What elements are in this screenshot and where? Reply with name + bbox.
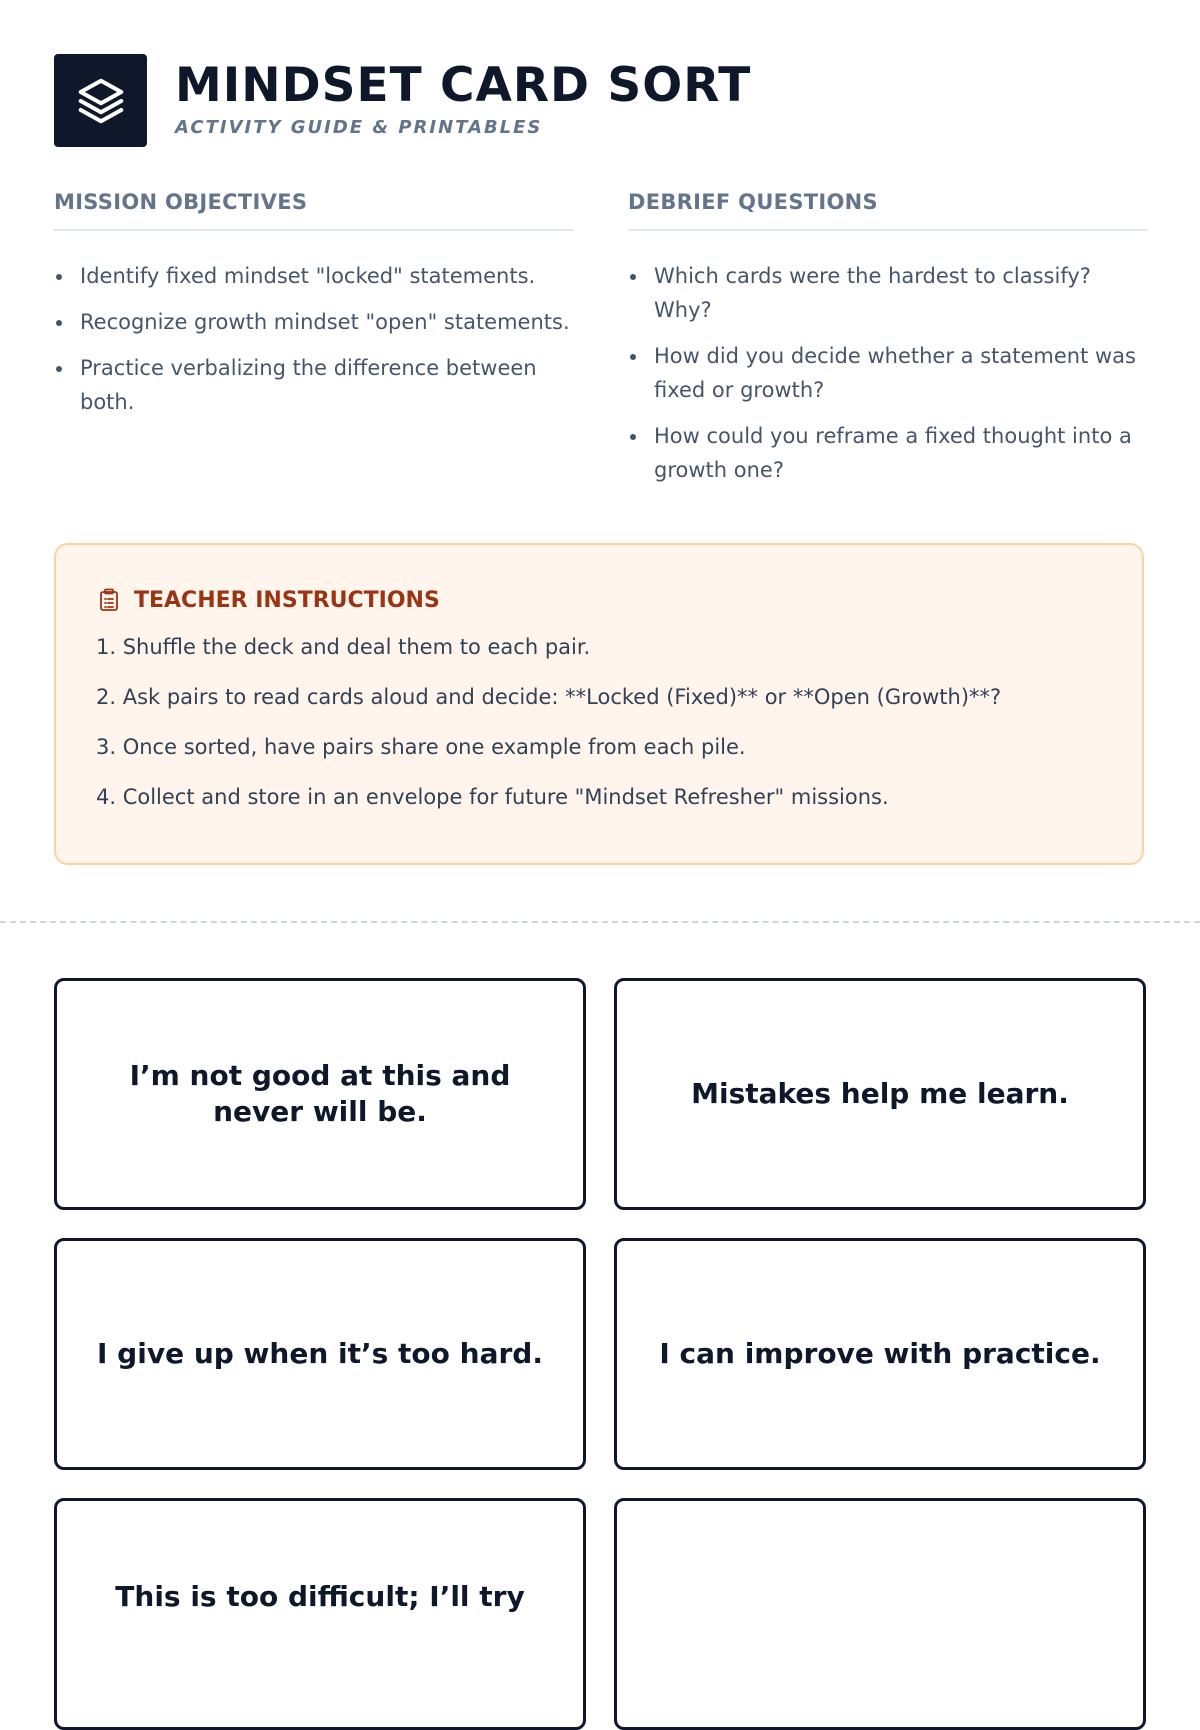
card-text: I can improve with practice. (659, 1337, 1101, 1370)
mindset-card (614, 978, 1146, 1210)
card-text: This is too difficult; I’ll try (115, 1580, 525, 1613)
card-text: Mistakes help me learn. (691, 1077, 1069, 1110)
debrief-item: Which cards were the hardest to classify? Why? (628, 259, 1148, 327)
teacher-instructions-box (54, 543, 1144, 865)
debrief-list (628, 259, 1148, 487)
clipboard-icon (96, 587, 122, 613)
cut-line-divider (0, 921, 1200, 923)
objective-item: Identify fixed mindset "locked" statements. (54, 259, 574, 293)
mission-objectives-heading: MISSION OBJECTIVES (54, 190, 574, 231)
mindset-card (614, 1238, 1146, 1470)
instruction-step: 4. Collect and store in an envelope for future "Mindset Refresher" missions. (96, 785, 889, 809)
teacher-instructions-header (96, 587, 1102, 613)
layers-icon (54, 54, 147, 147)
debrief-item: How did you decide whether a statement was fixed or growth? (628, 339, 1148, 407)
instruction-step: 1. Shuffle the deck and deal them to each pair. (96, 635, 591, 659)
page-header (54, 54, 751, 147)
card-text: I’m not good at this and never will be. (129, 1059, 511, 1128)
instruction-step: 2. Ask pairs to read cards aloud and decide: **Locked (Fixed)** or **Open (Growth)**? (96, 685, 1002, 709)
title-block (175, 54, 751, 138)
instruction-step: 3. Once sorted, have pairs share one example from each pile. (96, 735, 746, 759)
debrief-item: How could you reframe a fixed thought into a growth one? (628, 419, 1148, 487)
page-subtitle: ACTIVITY GUIDE & PRINTABLES (175, 117, 543, 138)
mindset-card (54, 1498, 586, 1730)
objective-item: Recognize growth mindset "open" statements. (54, 305, 574, 339)
mindset-card (54, 978, 586, 1210)
debrief-questions-section (628, 190, 1148, 499)
teacher-instructions-heading: TEACHER INSTRUCTIONS (134, 587, 440, 613)
mission-objectives-section (54, 190, 574, 431)
objective-item: Practice verbalizing the difference between both. (54, 351, 574, 419)
debrief-questions-heading: DEBRIEF QUESTIONS (628, 190, 1148, 231)
objectives-list (54, 259, 574, 419)
page-title: MINDSET CARD SORT (175, 58, 752, 113)
mindset-card (54, 1238, 586, 1470)
card-text: I give up when it’s too hard. (97, 1337, 543, 1370)
mindset-card (614, 1498, 1146, 1730)
